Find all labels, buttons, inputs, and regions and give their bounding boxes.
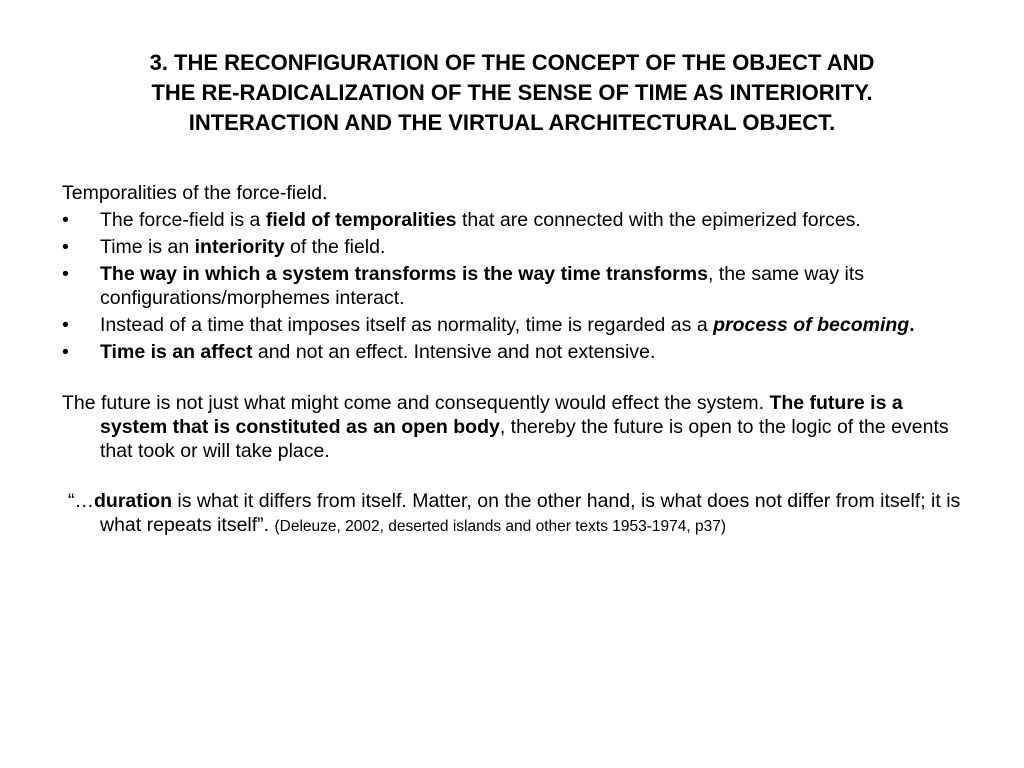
- bullet-text-post: and not an effect. Intensive and not extensive.: [252, 341, 656, 363]
- quote-paragraph: [62, 489, 962, 539]
- quote-keyword: duration: [94, 490, 172, 512]
- bullet-text-post: .: [909, 314, 915, 336]
- bullet-icon: •: [62, 236, 69, 258]
- intro-line: Temporalities of the force-field.: [62, 182, 328, 204]
- bullet-item: [62, 340, 962, 364]
- slide-title: [60, 48, 964, 138]
- future-text-post: , thereby the future is open to the logic of the events that took or will take place.: [100, 416, 949, 462]
- bullet-text-pre: Instead of a time that imposes itself as normality, time is regarded as a: [100, 314, 714, 336]
- bullet-icon: •: [62, 341, 69, 363]
- bullet-text-bold: interiority: [194, 236, 285, 258]
- bullet-item: [62, 313, 962, 337]
- future-text-pre: The future is not just what might come and consequently would effect the system.: [62, 392, 770, 414]
- future-text-bold: The future is a system that is constituted as an open body: [100, 392, 903, 438]
- bullet-text-bold-italic: [713, 314, 909, 336]
- bullet-icon: •: [62, 263, 69, 285]
- quote-open: “…: [68, 490, 94, 512]
- bullet-item: [62, 262, 962, 310]
- bullet-icon: •: [62, 314, 69, 336]
- bullet-text-pre: The force-field is a: [100, 209, 266, 231]
- title-line-3: INTERACTION AND THE VIRTUAL ARCHITECTURAL OBJECT.: [188, 110, 836, 135]
- bullet-text-pre: Time is an: [100, 236, 195, 258]
- bullet-text-emphasis: process of becoming: [713, 314, 910, 336]
- title-line-1: 3. THE RECONFIGURATION OF THE CONCEPT OF THE OBJECT AND: [149, 50, 875, 75]
- slide-body: [62, 181, 962, 559]
- quote-text: is what it differs from itself. Matter, on the other hand, is what does not differ from itself; it is what repeats itself”.: [100, 490, 961, 536]
- bullet-item: [62, 235, 962, 259]
- bullet-text-bold: field of temporalities: [265, 209, 457, 231]
- bullet-text-bold: The way in which a system transforms is the way time transforms: [100, 263, 708, 285]
- future-paragraph: [62, 391, 962, 463]
- title-line-2: THE RE-RADICALIZATION OF THE SENSE OF TIME AS INTERIORITY.: [151, 80, 873, 105]
- bullet-item: [62, 208, 962, 232]
- bullet-text-post: of the field.: [284, 236, 386, 258]
- bullet-icon: •: [62, 209, 69, 231]
- bullet-text-post: , the same way its configurations/morphemes interact.: [100, 263, 865, 309]
- bullet-text-post: that are connected with the epimerized forces.: [456, 209, 861, 231]
- quote-citation: (Deleuze, 2002, deserted islands and other texts 1953-1974, p37): [274, 518, 727, 535]
- bullet-list: [62, 208, 962, 364]
- bullet-text-bold: Time is an affect: [100, 341, 253, 363]
